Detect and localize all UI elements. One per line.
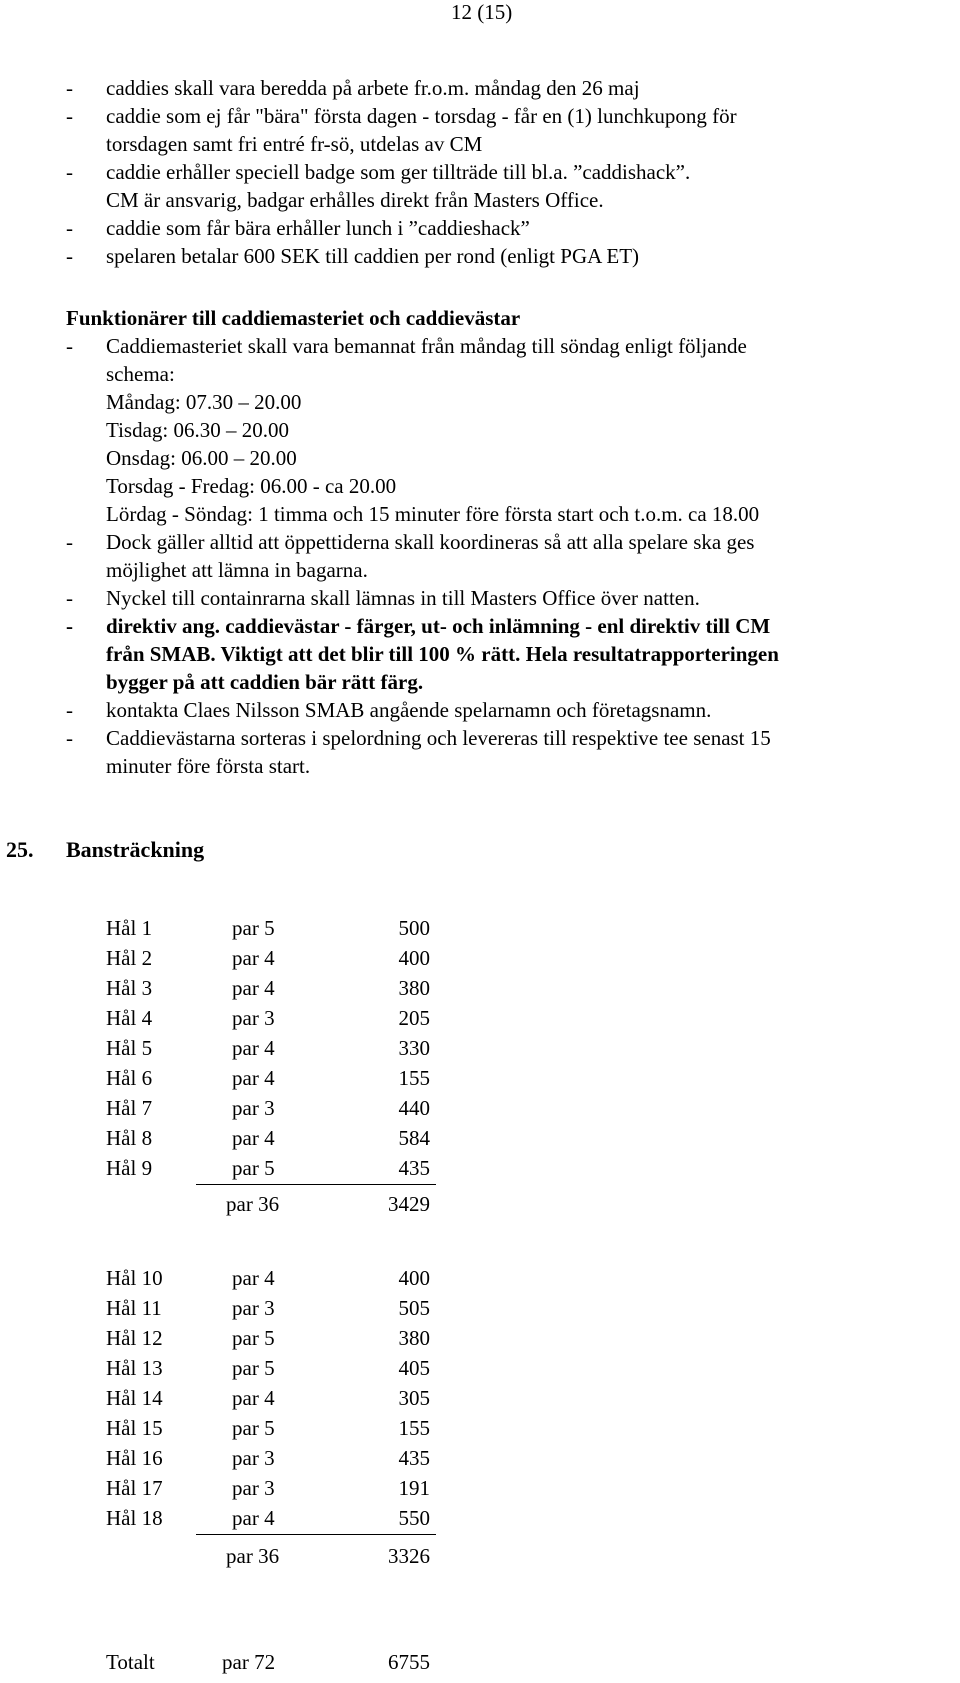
subtotal-length: 3429 [388, 1192, 430, 1216]
par-cell: par 4 [232, 1126, 275, 1150]
subtotal-par: par 36 [226, 1544, 280, 1568]
list-item-text: caddies skall vara beredda på arbete fr.o.m. måndag den 26 maj [106, 76, 640, 100]
list-item-continuation: från SMAB. Viktigt att det blir till 100 % rätt. Hela resultatrapporteringen [106, 642, 779, 666]
par-cell: par 4 [232, 976, 275, 1000]
section-heading: Funktionärer till caddiemasteriet och caddievästar [66, 306, 521, 330]
page-number: 12 (15) [451, 0, 513, 24]
schedule-line: Måndag: 07.30 – 20.00 [106, 390, 302, 414]
par-cell: par 5 [232, 1356, 275, 1380]
list-item-continuation: schema: [106, 362, 175, 386]
par-cell: par 4 [232, 1266, 275, 1290]
hole-cell: Hål 11 [106, 1296, 162, 1320]
list-item-continuation: minuter före första start. [106, 754, 311, 778]
hole-cell: Hål 9 [106, 1156, 153, 1180]
hole-cell: Hål 7 [106, 1096, 153, 1120]
length-cell: 500 [398, 916, 430, 940]
hole-cell: Hål 17 [106, 1476, 163, 1500]
hole-cell: Hål 5 [106, 1036, 153, 1060]
length-cell: 400 [398, 946, 430, 970]
length-cell: 380 [398, 976, 430, 1000]
hole-cell: Hål 6 [106, 1066, 153, 1090]
list-dash: - [66, 334, 73, 358]
hole-cell: Hål 18 [106, 1506, 163, 1530]
list-dash: - [66, 160, 73, 184]
par-cell: par 3 [232, 1446, 275, 1470]
list-item-continuation: CM är ansvarig, badgar erhålles direkt från Masters Office. [106, 188, 604, 212]
subtotal-par: par 36 [226, 1192, 280, 1216]
list-item-text: Caddiemasteriet skall vara bemannat från måndag till söndag enligt följande [106, 334, 747, 358]
schedule-line: Onsdag: 06.00 – 20.00 [106, 446, 297, 470]
list-dash: - [66, 530, 73, 554]
length-cell: 550 [398, 1506, 430, 1530]
length-cell: 440 [398, 1096, 430, 1120]
subtotal-rule [196, 1184, 436, 1185]
hole-cell: Hål 12 [106, 1326, 163, 1350]
length-cell: 380 [398, 1326, 430, 1350]
list-dash: - [66, 216, 73, 240]
schedule-line: Lördag - Söndag: 1 timma och 15 minuter före första start och t.o.m. ca 18.00 [106, 502, 760, 526]
hole-cell: Hål 3 [106, 976, 153, 1000]
par-cell: par 3 [232, 1006, 275, 1030]
length-cell: 191 [398, 1476, 430, 1500]
hole-cell: Hål 14 [106, 1386, 163, 1410]
length-cell: 505 [398, 1296, 430, 1320]
par-cell: par 5 [232, 1326, 275, 1350]
length-cell: 584 [398, 1126, 430, 1150]
par-cell: par 4 [232, 1066, 275, 1090]
length-cell: 155 [398, 1066, 430, 1090]
par-cell: par 5 [232, 916, 275, 940]
total-label: Totalt [106, 1650, 155, 1674]
list-item-continuation: bygger på att caddien bär rätt färg. [106, 670, 424, 694]
hole-cell: Hål 1 [106, 916, 153, 940]
list-dash: - [66, 244, 73, 268]
list-dash: - [66, 698, 73, 722]
list-item-continuation: möjlighet att lämna in bagarna. [106, 558, 368, 582]
length-cell: 330 [398, 1036, 430, 1060]
list-dash: - [66, 614, 73, 638]
par-cell: par 3 [232, 1096, 275, 1120]
schedule-line: Tisdag: 06.30 – 20.00 [106, 418, 290, 442]
section-number: 25. [6, 837, 34, 862]
list-item-text: spelaren betalar 600 SEK till caddien per rond (enligt PGA ET) [106, 244, 640, 268]
length-cell: 405 [398, 1356, 430, 1380]
length-cell: 205 [398, 1006, 430, 1030]
length-cell: 155 [398, 1416, 430, 1440]
length-cell: 435 [398, 1446, 430, 1470]
par-cell: par 4 [232, 1506, 275, 1530]
list-dash: - [66, 76, 73, 100]
list-item-continuation: torsdagen samt fri entré fr-sö, utdelas av CM [106, 132, 483, 156]
par-cell: par 5 [232, 1156, 275, 1180]
list-item-text: Caddievästarna sorteras i spelordning och levereras till respektive tee senast 15 [106, 726, 771, 750]
subtotal-length: 3326 [388, 1544, 430, 1568]
schedule-line: Torsdag - Fredag: 06.00 - ca 20.00 [106, 474, 397, 498]
hole-cell: Hål 8 [106, 1126, 153, 1150]
list-dash: - [66, 586, 73, 610]
hole-cell: Hål 16 [106, 1446, 163, 1470]
total-length: 6755 [388, 1650, 430, 1674]
list-item-text: caddie erhåller speciell badge som ger tillträde till bl.a. ”caddishack”. [106, 160, 691, 184]
list-item-text: Nyckel till containrarna skall lämnas in till Masters Office över natten. [106, 586, 700, 610]
par-cell: par 4 [232, 1036, 275, 1060]
hole-cell: Hål 2 [106, 946, 153, 970]
par-cell: par 4 [232, 1386, 275, 1410]
list-dash: - [66, 726, 73, 750]
hole-cell: Hål 13 [106, 1356, 163, 1380]
list-dash: - [66, 104, 73, 128]
list-item-text: direktiv ang. caddievästar - färger, ut- och inlämning - enl direktiv till CM [106, 614, 771, 638]
length-cell: 305 [398, 1386, 430, 1410]
subtotal-rule [196, 1534, 436, 1535]
hole-cell: Hål 10 [106, 1266, 163, 1290]
section-title: Bansträckning [66, 837, 205, 862]
list-item-text: Dock gäller alltid att öppettiderna skall koordineras så att alla spelare ska ges [106, 530, 755, 554]
total-par: par 72 [222, 1650, 276, 1674]
list-item-text: caddie som ej får "bära" första dagen - torsdag - får en (1) lunchkupong för [106, 104, 737, 128]
list-item-text: caddie som får bära erhåller lunch i ”caddieshack” [106, 216, 530, 240]
par-cell: par 5 [232, 1416, 275, 1440]
list-item-text: kontakta Claes Nilsson SMAB angående spelarnamn och företagsnamn. [106, 698, 712, 722]
hole-cell: Hål 15 [106, 1416, 163, 1440]
length-cell: 400 [398, 1266, 430, 1290]
length-cell: 435 [398, 1156, 430, 1180]
par-cell: par 3 [232, 1476, 275, 1500]
par-cell: par 3 [232, 1296, 275, 1320]
hole-cell: Hål 4 [106, 1006, 153, 1030]
par-cell: par 4 [232, 946, 275, 970]
